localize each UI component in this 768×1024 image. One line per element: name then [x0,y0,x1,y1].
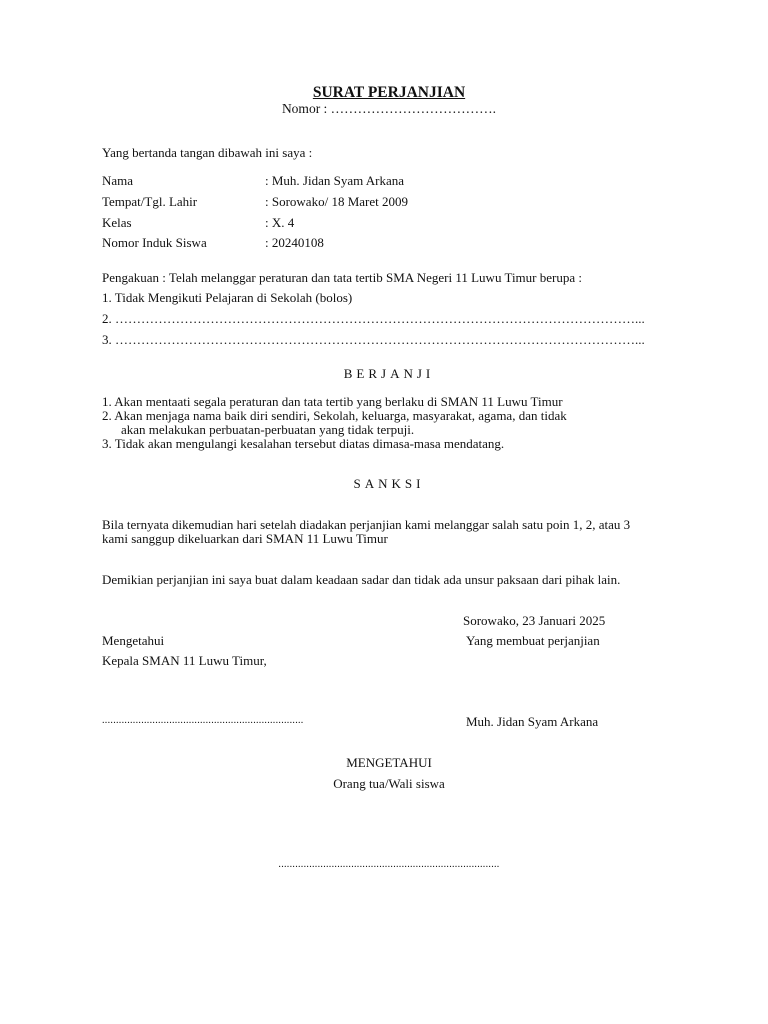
document-title: SURAT PERJANJIAN [312,84,466,101]
sanksi-line-2: kami sanggup dikeluarkan dari SMAN 11 Luwu Timur [102,531,388,546]
principal-label: Kepala SMAN 11 Luwu Timur, [102,653,267,668]
field-value-nama: : Muh. Jidan Syam Arkana [265,173,405,188]
document-number: Nomor : ………………………………. [281,101,497,116]
sanksi-text [102,518,630,546]
field-value-kelas: : X. 4 [265,215,295,230]
guardian-signature-line: ............................................................................... [278,859,500,870]
sanksi-heading: SANKSI [353,476,425,491]
field-label-ttl: Tempat/Tgl. Lahir [102,194,198,209]
field-label-nis: Nomor Induk Siswa [102,235,207,250]
principal-signature-line: ........................................................................ [102,715,304,726]
sanksi-line-1: Bila ternyata dikemudian hari setelah diadakan perjanjian kami melanggar salah satu poin 1, 2, atau 3 [102,517,631,532]
field-value-nis: : 20240108 [265,235,324,250]
pengakuan-text: Pengakuan : Telah melanggar peraturan dan tata tertib SMA Negeri 11 Luwu Timur berupa : [102,270,582,285]
intro-text: Yang bertanda tangan dibawah ini saya : [102,145,313,160]
field-value-ttl: : Sorowako/ 18 Maret 2009 [265,194,408,209]
promise-item: 2. Akan menjaga nama baik diri sendiri, Sekolah, keluarga, masyarakat, agama, dan tidak [102,408,567,423]
place-date: Sorowako, 23 Januari 2025 [463,613,606,628]
field-label-nama: Nama [102,173,134,188]
maker-name: Muh. Jidan Syam Arkana [466,714,599,729]
berjanji-heading: BERJANJI [343,366,435,381]
mengetahui-label: Mengetahui [102,633,165,648]
maker-label: Yang membuat perjanjian [466,633,600,648]
pengakuan-item: 2. …………………………………………………………………………………………………………... [102,311,645,326]
closing-statement: Demikian perjanjian ini saya buat dalam keadaan sadar dan tidak ada unsur paksaan dari pihak lain. [102,572,621,587]
guardian-label: Orang tua/Wali siswa [333,776,445,791]
promise-item: 1. Akan mentaati segala peraturan dan tata tertib yang berlaku di SMAN 11 Luwu Timur [102,394,563,409]
mengetahui-heading: MENGETAHUI [346,755,432,770]
field-label-kelas: Kelas [102,215,132,230]
promise-item: 3. Tidak akan mengulangi kesalahan tersebut diatas dimasa-masa mendatang. [102,436,505,451]
pengakuan-item: 1. Tidak Mengikuti Pelajaran di Sekolah (bolos) [102,290,353,305]
promise-item-continuation: akan melakukan perbuatan-perbuatan yang tidak terpuji. [121,422,415,437]
pengakuan-item: 3. …………………………………………………………………………………………………………... [102,332,645,347]
